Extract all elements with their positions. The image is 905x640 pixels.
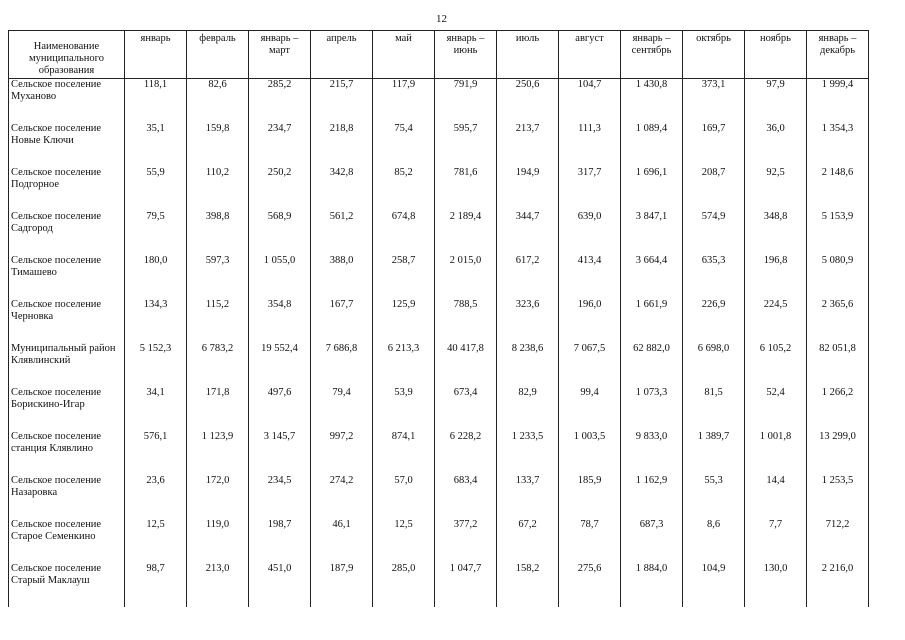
value-cell: 46,1 — [311, 519, 373, 563]
value-cell: 6 698,0 — [683, 343, 745, 387]
value-cell: 568,9 — [249, 211, 311, 255]
value-cell: 194,9 — [497, 167, 559, 211]
page-number: 12 — [436, 13, 447, 25]
value-cell: 574,9 — [683, 211, 745, 255]
value-cell: 81,5 — [683, 387, 745, 431]
value-cell: 561,2 — [311, 211, 373, 255]
value-cell: 595,7 — [435, 123, 497, 167]
value-cell: 617,2 — [497, 255, 559, 299]
value-cell: 7 686,8 — [311, 343, 373, 387]
value-cell: 250,6 — [497, 79, 559, 123]
value-cell: 1 055,0 — [249, 255, 311, 299]
value-cell: 117,9 — [373, 79, 435, 123]
table-row — [9, 519, 869, 563]
value-cell: 683,4 — [435, 475, 497, 519]
value-cell: 196,8 — [745, 255, 807, 299]
value-cell: 1 073,3 — [621, 387, 683, 431]
value-cell: 1 884,0 — [621, 563, 683, 607]
value-cell: 159,8 — [187, 123, 249, 167]
value-cell: 14,4 — [745, 475, 807, 519]
value-cell: 373,1 — [683, 79, 745, 123]
value-cell: 78,7 — [559, 519, 621, 563]
value-cell: 1 696,1 — [621, 167, 683, 211]
value-cell: 2 189,4 — [435, 211, 497, 255]
value-cell: 92,5 — [745, 167, 807, 211]
value-cell: 12,5 — [125, 519, 187, 563]
row-name-cell: Сельское поселение Тимашево — [9, 255, 125, 299]
value-cell: 348,8 — [745, 211, 807, 255]
value-cell: 97,9 — [745, 79, 807, 123]
value-cell: 639,0 — [559, 211, 621, 255]
value-cell: 67,2 — [497, 519, 559, 563]
value-cell: 712,2 — [807, 519, 869, 563]
row-name-cell: Сельское поселение Подгорное — [9, 167, 125, 211]
value-cell: 377,2 — [435, 519, 497, 563]
row-name-cell: Муниципальный район Клявлинский — [9, 343, 125, 387]
header-column: ноябрь — [745, 31, 807, 79]
value-cell: 62 882,0 — [621, 343, 683, 387]
value-cell: 111,3 — [559, 123, 621, 167]
value-cell: 53,9 — [373, 387, 435, 431]
value-cell: 213,7 — [497, 123, 559, 167]
value-cell: 12,5 — [373, 519, 435, 563]
value-cell: 55,9 — [125, 167, 187, 211]
header-column: январь – сентябрь — [621, 31, 683, 79]
value-cell: 180,0 — [125, 255, 187, 299]
value-cell: 75,4 — [373, 123, 435, 167]
value-cell: 285,2 — [249, 79, 311, 123]
value-cell: 2 365,6 — [807, 299, 869, 343]
value-cell: 13 299,0 — [807, 431, 869, 475]
header-column: май — [373, 31, 435, 79]
value-cell: 115,2 — [187, 299, 249, 343]
value-cell: 2 216,0 — [807, 563, 869, 607]
table-row — [9, 79, 869, 123]
table-header-row — [9, 31, 869, 79]
value-cell: 1 003,5 — [559, 431, 621, 475]
value-cell: 413,4 — [559, 255, 621, 299]
value-cell: 52,4 — [745, 387, 807, 431]
header-name-column: Наименование муниципального образования — [9, 31, 125, 79]
value-cell: 226,9 — [683, 299, 745, 343]
table-body — [9, 79, 869, 607]
value-cell: 8,6 — [683, 519, 745, 563]
row-name-cell: Сельское поселение Назаровка — [9, 475, 125, 519]
header-column: январь — [125, 31, 187, 79]
value-cell: 104,7 — [559, 79, 621, 123]
value-cell: 119,0 — [187, 519, 249, 563]
table-row — [9, 387, 869, 431]
value-cell: 2 015,0 — [435, 255, 497, 299]
value-cell: 85,2 — [373, 167, 435, 211]
row-name-cell: Сельское поселение Борискино-Игар — [9, 387, 125, 431]
row-name-cell: Сельское поселение Старый Маклауш — [9, 563, 125, 607]
value-cell: 997,2 — [311, 431, 373, 475]
value-cell: 1 253,5 — [807, 475, 869, 519]
value-cell: 1 389,7 — [683, 431, 745, 475]
value-cell: 687,3 — [621, 519, 683, 563]
value-cell: 781,6 — [435, 167, 497, 211]
value-cell: 133,7 — [497, 475, 559, 519]
value-cell: 196,0 — [559, 299, 621, 343]
value-cell: 7,7 — [745, 519, 807, 563]
value-cell: 234,7 — [249, 123, 311, 167]
value-cell: 1 430,8 — [621, 79, 683, 123]
table-row — [9, 343, 869, 387]
value-cell: 451,0 — [249, 563, 311, 607]
value-cell: 6 228,2 — [435, 431, 497, 475]
value-cell: 388,0 — [311, 255, 373, 299]
value-cell: 23,6 — [125, 475, 187, 519]
value-cell: 285,0 — [373, 563, 435, 607]
value-cell: 169,7 — [683, 123, 745, 167]
value-cell: 342,8 — [311, 167, 373, 211]
value-cell: 1 162,9 — [621, 475, 683, 519]
table-row — [9, 431, 869, 475]
value-cell: 171,8 — [187, 387, 249, 431]
value-cell: 3 664,4 — [621, 255, 683, 299]
value-cell: 1 266,2 — [807, 387, 869, 431]
value-cell: 317,7 — [559, 167, 621, 211]
value-cell: 9 833,0 — [621, 431, 683, 475]
value-cell: 34,1 — [125, 387, 187, 431]
value-cell: 19 552,4 — [249, 343, 311, 387]
value-cell: 3 847,1 — [621, 211, 683, 255]
value-cell: 215,7 — [311, 79, 373, 123]
value-cell: 172,0 — [187, 475, 249, 519]
header-column: январь – декабрь — [807, 31, 869, 79]
value-cell: 323,6 — [497, 299, 559, 343]
value-cell: 874,1 — [373, 431, 435, 475]
value-cell: 1 233,5 — [497, 431, 559, 475]
value-cell: 788,5 — [435, 299, 497, 343]
value-cell: 7 067,5 — [559, 343, 621, 387]
value-cell: 497,6 — [249, 387, 311, 431]
header-column: январь – март — [249, 31, 311, 79]
value-cell: 5 152,3 — [125, 343, 187, 387]
value-cell: 635,3 — [683, 255, 745, 299]
value-cell: 130,0 — [745, 563, 807, 607]
value-cell: 1 354,3 — [807, 123, 869, 167]
value-cell: 187,9 — [311, 563, 373, 607]
table-row — [9, 299, 869, 343]
value-cell: 125,9 — [373, 299, 435, 343]
table-row — [9, 563, 869, 607]
value-cell: 1 047,7 — [435, 563, 497, 607]
value-cell: 1 089,4 — [621, 123, 683, 167]
data-table — [8, 30, 869, 607]
value-cell: 82 051,8 — [807, 343, 869, 387]
value-cell: 118,1 — [125, 79, 187, 123]
value-cell: 82,9 — [497, 387, 559, 431]
value-cell: 6 213,3 — [373, 343, 435, 387]
value-cell: 35,1 — [125, 123, 187, 167]
value-cell: 6 105,2 — [745, 343, 807, 387]
value-cell: 1 999,4 — [807, 79, 869, 123]
value-cell: 218,8 — [311, 123, 373, 167]
value-cell: 274,2 — [311, 475, 373, 519]
value-cell: 250,2 — [249, 167, 311, 211]
value-cell: 791,9 — [435, 79, 497, 123]
value-cell: 1 123,9 — [187, 431, 249, 475]
value-cell: 99,4 — [559, 387, 621, 431]
value-cell: 167,7 — [311, 299, 373, 343]
value-cell: 36,0 — [745, 123, 807, 167]
value-cell: 674,8 — [373, 211, 435, 255]
value-cell: 185,9 — [559, 475, 621, 519]
value-cell: 79,4 — [311, 387, 373, 431]
row-name-cell: Сельское поселение Муханово — [9, 79, 125, 123]
value-cell: 79,5 — [125, 211, 187, 255]
header-column: июль — [497, 31, 559, 79]
value-cell: 134,3 — [125, 299, 187, 343]
value-cell: 673,4 — [435, 387, 497, 431]
value-cell: 8 238,6 — [497, 343, 559, 387]
value-cell: 5 080,9 — [807, 255, 869, 299]
header-column: апрель — [311, 31, 373, 79]
table-row — [9, 211, 869, 255]
table-row — [9, 255, 869, 299]
value-cell: 275,6 — [559, 563, 621, 607]
value-cell: 104,9 — [683, 563, 745, 607]
value-cell: 597,3 — [187, 255, 249, 299]
value-cell: 2 148,6 — [807, 167, 869, 211]
value-cell: 208,7 — [683, 167, 745, 211]
value-cell: 234,5 — [249, 475, 311, 519]
value-cell: 398,8 — [187, 211, 249, 255]
value-cell: 3 145,7 — [249, 431, 311, 475]
value-cell: 55,3 — [683, 475, 745, 519]
value-cell: 98,7 — [125, 563, 187, 607]
value-cell: 1 661,9 — [621, 299, 683, 343]
row-name-cell: Сельское поселение Новые Ключи — [9, 123, 125, 167]
value-cell: 224,5 — [745, 299, 807, 343]
table-row — [9, 123, 869, 167]
value-cell: 110,2 — [187, 167, 249, 211]
value-cell: 82,6 — [187, 79, 249, 123]
table-row — [9, 475, 869, 519]
row-name-cell: Сельское поселение Садгород — [9, 211, 125, 255]
value-cell: 344,7 — [497, 211, 559, 255]
value-cell: 576,1 — [125, 431, 187, 475]
row-name-cell: Сельское поселение Черновка — [9, 299, 125, 343]
value-cell: 258,7 — [373, 255, 435, 299]
value-cell: 1 001,8 — [745, 431, 807, 475]
value-cell: 57,0 — [373, 475, 435, 519]
header-column: август — [559, 31, 621, 79]
value-cell: 40 417,8 — [435, 343, 497, 387]
row-name-cell: Сельское поселение станция Клявлино — [9, 431, 125, 475]
value-cell: 198,7 — [249, 519, 311, 563]
value-cell: 6 783,2 — [187, 343, 249, 387]
value-cell: 5 153,9 — [807, 211, 869, 255]
value-cell: 213,0 — [187, 563, 249, 607]
header-column: февраль — [187, 31, 249, 79]
value-cell: 158,2 — [497, 563, 559, 607]
header-column: январь – июнь — [435, 31, 497, 79]
row-name-cell: Сельское поселение Старое Семенкино — [9, 519, 125, 563]
header-column: октябрь — [683, 31, 745, 79]
value-cell: 354,8 — [249, 299, 311, 343]
table-row — [9, 167, 869, 211]
